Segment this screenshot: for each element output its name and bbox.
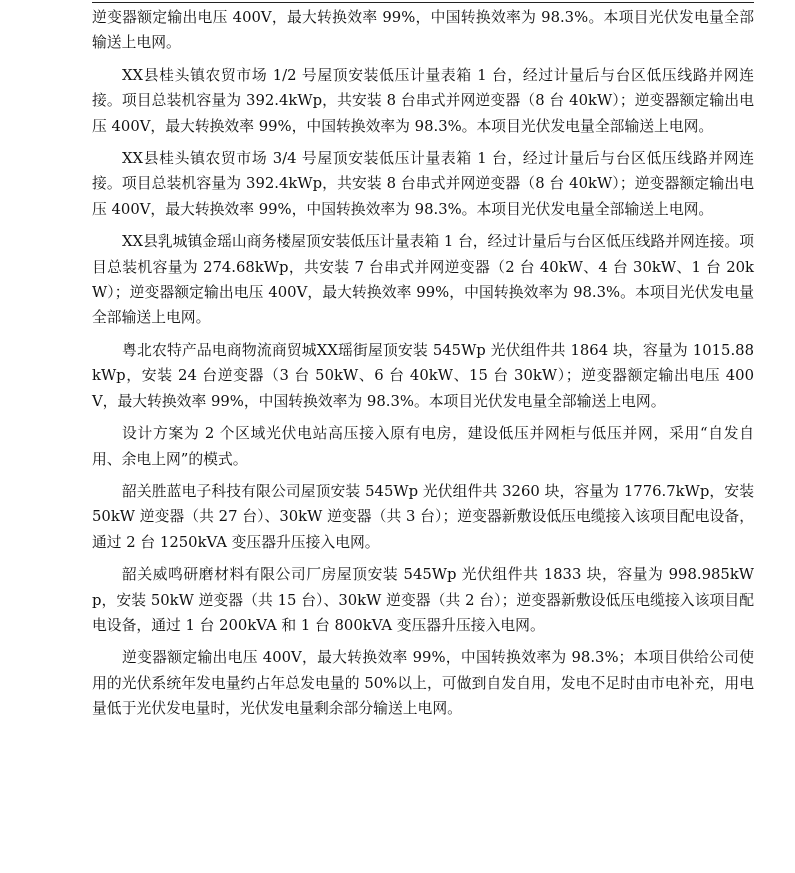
header-rule xyxy=(92,2,754,3)
paragraph-5: 粤北农特产品电商物流商贸城XX瑶街屋顶安装 545Wp 光伏组件共 1864 块，容量为 1015.88kWp，安装 24 台逆变器（3 台 50kW、6 台 40kW、15 台 30kW）；逆变器额定输出电压 400V，最大转换效率 99%，中国转换效率为 98.3%。本项目光伏发电量全部输送上电网。 xyxy=(92,341,754,410)
paragraph-8: 韶关威鸣研磨材料有限公司厂房屋顶安装 545Wp 光伏组件共 1833 块，容量为 998.985kWp，安装 50kW 逆变器（共 15 台）、30kW 逆变器（共 2 台）；逆变器新敷设低压电缆接入该项目配电设备，通过 1 台 200kVA 和 1 台 800kVA 变压器升压接入电网。 xyxy=(92,566,754,634)
document-body xyxy=(92,5,754,722)
paragraph-1: 逆变器额定输出电压 400V，最大转换效率 99%，中国转换效率为 98.3%。本项目光伏发电量全部输送上电网。 xyxy=(92,9,754,52)
paragraph-2: XX县桂头镇农贸市场 1/2 号屋顶安装低压计量表箱 1 台，经过计量后与台区低压线路并网连接。项目总装机容量为 392.4kWp，共安装 8 台串式并网逆变器（8 台 40kW）；逆变器额定输出电压 400V，最大转换效率 99%，中国转换效率为 98.3%。本项目光伏发电量全部输送上电网。 xyxy=(92,66,754,135)
paragraph-9: 逆变器额定输出电压 400V，最大转换效率 99%，中国转换效率为 98.3%；本项目供给公司使用的光伏系统年发电量约占年总发电量的 50%以上，可做到自发自用，发电不足时由市电补充，用电量低于光伏发电量时，光伏发电量剩余部分输送上电网。 xyxy=(92,649,754,718)
paragraph-3: XX县桂头镇农贸市场 3/4 号屋顶安装低压计量表箱 1 台，经过计量后与台区低压线路并网连接。项目总装机容量为 392.4kWp，共安装 8 台串式并网逆变器（8 台 40kW）；逆变器额定输出电压 400V，最大转换效率 99%，中国转换效率为 98.3%。本项目光伏发电量全部输送上电网。 xyxy=(92,150,754,218)
paragraph-7: 韶关胜蓝电子科技有限公司屋顶安装 545Wp 光伏组件共 3260 块，容量为 1776.7kWp，安装 50kW 逆变器（共 27 台）、30kW 逆变器（共 3 台）；逆变器新敷设低压电缆接入该项目配电设备，通过 2 台 1250kVA 变压器升压接入电网。 xyxy=(92,482,754,551)
paragraph-6: 设计方案为 2 个区域光伏电站高压接入原有电房，建设低压并网柜与低压并网，采用“自发自用、余电上网”的模式。 xyxy=(92,425,754,468)
paragraph-4: XX县乳城镇金瑶山商务楼屋顶安装低压计量表箱 1 台，经过计量后与台区低压线路并网连接。项目总装机容量为 274.68kWp，共安装 7 台串式并网逆变器（2 台 40kW、4 台 30kW、1 台 20kW）；逆变器额定输出电压 400V，最大转换效率 99%，中国转换效率为 98.3%。本项目光伏发电量全部输送上电网。 xyxy=(92,233,754,327)
